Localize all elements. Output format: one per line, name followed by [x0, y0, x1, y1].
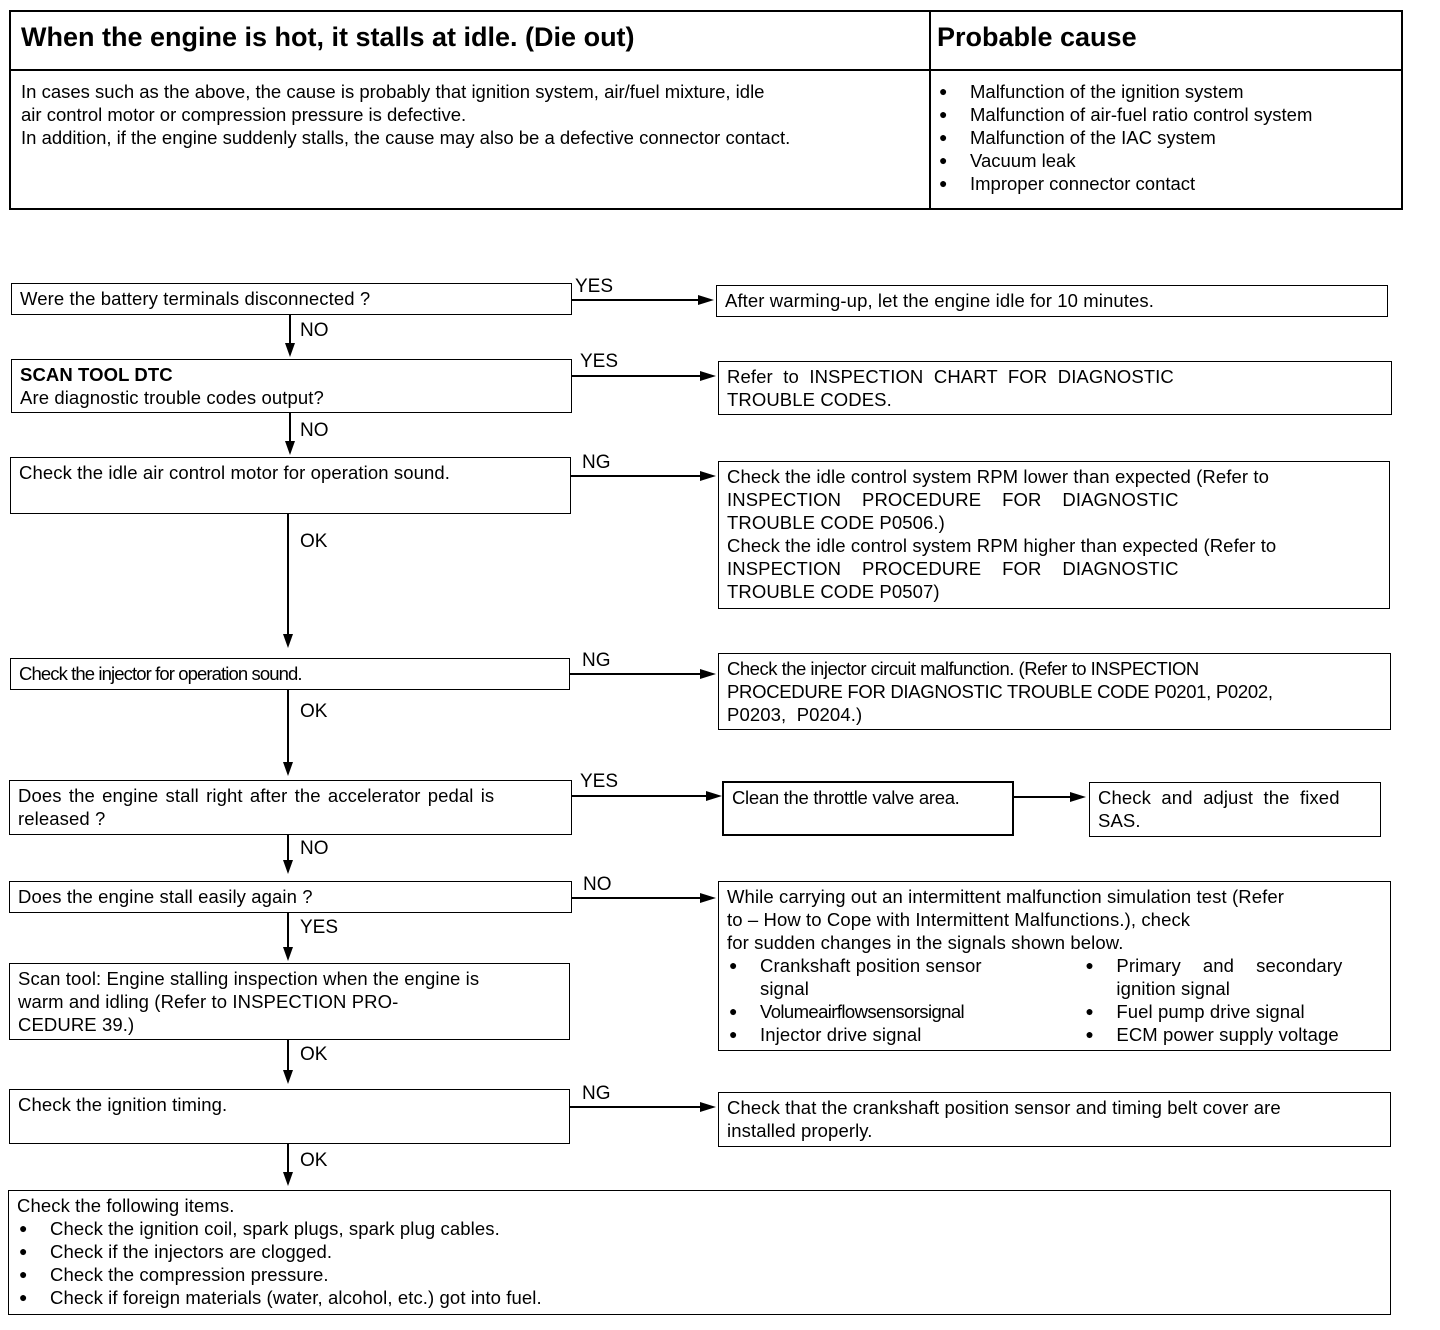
step-text: warm and idling (Refer to INSPECTION PRO- — [18, 991, 399, 1012]
arrow-down-icon — [283, 634, 293, 648]
branch-label-no: NO — [583, 874, 612, 895]
result-text: Check and adjust the fixed — [1098, 787, 1340, 808]
step-text: CEDURE 39.) — [18, 1014, 135, 1035]
arrow-down-icon — [283, 762, 293, 776]
signal-list-left — [727, 954, 1083, 1046]
step-scan-tool-stalling-inspection — [9, 963, 570, 1040]
result-warm-up-idle — [716, 285, 1388, 317]
connector-line — [572, 375, 702, 377]
arrow-down-icon — [283, 1070, 293, 1084]
step-stall-after-pedal — [9, 780, 572, 835]
result-text: INSPECTION PROCEDURE FOR DIAGNOSTIC — [727, 558, 1179, 579]
final-item: ● Check the ignition coil, spark plugs, spark plug cables. — [17, 1217, 1382, 1240]
branch-label-no: NO — [300, 420, 329, 441]
result-text: Refer to INSPECTION CHART FOR DIAGNOSTIC — [727, 366, 1174, 387]
branch-label-yes: YES — [575, 276, 614, 297]
step-text: Scan tool: Engine stalling inspection when the engine is — [18, 968, 480, 989]
branch-label-ok: OK — [300, 531, 328, 552]
result-text: After warming-up, let the engine idle for 10 minutes. — [725, 290, 1154, 311]
description-line: In cases such as the above, the cause is probably that ignition system, air/fuel mixture, idle — [21, 81, 765, 102]
result-text: Clean the throttle valve area. — [732, 787, 960, 808]
final-item: ● Check the compression pressure. — [17, 1263, 1382, 1286]
connector-line — [570, 1106, 702, 1108]
arrow-right-icon — [700, 371, 716, 381]
final-item: ● Check if foreign materials (water, alcohol, etc.) got into fuel. — [17, 1286, 1382, 1309]
branch-label-ng: NG — [582, 650, 611, 671]
result-text: P0203, P0204.) — [727, 704, 863, 725]
result-check-crankshaft-sensor — [718, 1092, 1391, 1147]
probable-cause-list — [937, 80, 1312, 195]
result-text: While carrying out an intermittent malfunction simulation test (Refer — [727, 886, 1284, 907]
signal-list-right — [1083, 954, 1382, 1046]
branch-label-ok: OK — [300, 1044, 328, 1065]
result-text: for sudden changes in the signals shown below. — [727, 932, 1124, 953]
step-text: Check the ignition timing. — [18, 1094, 228, 1115]
result-text: installed properly. — [727, 1120, 873, 1141]
signal-item: ● ECM power supply voltage — [1083, 1023, 1382, 1046]
result-idle-control-rpm — [718, 461, 1390, 609]
step-check-ignition-timing — [9, 1089, 570, 1144]
connector-line — [572, 795, 708, 797]
signal-item: ● Injector drive signal — [727, 1023, 1083, 1046]
branch-label-ng: NG — [582, 452, 611, 473]
signal-item: ● Fuel pump drive signal — [1083, 1000, 1382, 1023]
step-battery-disconnected — [11, 283, 572, 315]
result-adjust-fixed-sas — [1089, 782, 1381, 837]
connector-line — [287, 835, 289, 861]
result-text: PROCEDURE FOR DIAGNOSTIC TROUBLE CODE P0201, P0202, — [727, 681, 1273, 702]
description-line: air control motor or compression pressure is defective. — [21, 104, 467, 125]
result-text: TROUBLE CODE P0507) — [727, 581, 940, 602]
final-check-items — [8, 1190, 1391, 1315]
signal-list — [727, 954, 1382, 1046]
branch-label-ng: NG — [582, 1083, 611, 1104]
arrow-right-icon — [706, 791, 722, 801]
branch-label-yes: YES — [580, 351, 619, 372]
cause-item: ● Malfunction of the ignition system — [937, 80, 1312, 103]
arrow-down-icon — [285, 343, 295, 357]
arrow-right-icon — [700, 669, 716, 679]
arrow-right-icon — [700, 893, 716, 903]
symptom-description — [21, 80, 790, 149]
connector-line — [571, 475, 702, 477]
step-stall-easily-again — [9, 881, 572, 913]
step-text: Does the engine stall easily again ? — [18, 886, 313, 907]
result-refer-inspection-chart — [718, 361, 1392, 415]
connector-line — [287, 1040, 289, 1072]
result-text: Check the idle control system RPM higher than expected (Refer to — [727, 535, 1277, 556]
result-text: Check the injector circuit malfunction. (Refer to INSPECTION — [727, 658, 1199, 679]
branch-label-ok: OK — [300, 1150, 328, 1171]
connector-line — [572, 897, 702, 899]
arrow-down-icon — [283, 860, 293, 874]
arrow-right-icon — [698, 295, 714, 305]
result-text: Check the idle control system RPM lower than expected (Refer to — [727, 466, 1270, 487]
symptom-table — [9, 10, 1403, 210]
step-heading: SCAN TOOL DTC — [20, 364, 173, 385]
final-intro: Check the following items. — [17, 1195, 235, 1216]
probable-cause-title: Probable cause — [937, 22, 1137, 52]
result-intermittent-malfunction-test — [718, 881, 1391, 1051]
connector-line — [287, 913, 289, 949]
step-check-injector-sound — [10, 658, 570, 690]
connector-line — [287, 514, 289, 636]
arrow-right-icon — [700, 1102, 716, 1112]
step-text: Check the idle air control motor for operation sound. — [19, 462, 451, 483]
description-line: In addition, if the engine suddenly stalls, the cause may also be a defective connector contact. — [21, 127, 791, 148]
signal-item: ● Primary and secondary ignition signal — [1083, 954, 1342, 1000]
step-text: Check the injector for operation sound. — [19, 663, 302, 684]
symptom-title: When the engine is hot, it stalls at idle. (Die out) — [21, 22, 635, 52]
step-scan-tool-dtc — [11, 359, 572, 413]
result-text: to – How to Cope with Intermittent Malfunctions.), check — [727, 909, 1191, 930]
step-text: Were the battery terminals disconnected ? — [20, 288, 371, 309]
step-check-iac-motor — [10, 457, 571, 514]
arrow-down-icon — [283, 947, 293, 961]
result-text: TROUBLE CODE P0506.) — [727, 512, 945, 533]
final-item: ● Check if the injectors are clogged. — [17, 1240, 1382, 1263]
step-text: released ? — [18, 808, 106, 829]
result-injector-circuit — [718, 653, 1391, 730]
connector-line — [287, 1144, 289, 1174]
result-clean-throttle-valve — [722, 781, 1014, 836]
branch-label-no: NO — [300, 838, 329, 859]
branch-label-yes: YES — [300, 917, 339, 938]
column-divider — [929, 12, 931, 208]
connector-line — [570, 673, 702, 675]
connector-line — [572, 299, 700, 301]
connector-line — [289, 315, 291, 345]
result-text: SAS. — [1098, 810, 1141, 831]
arrow-down-icon — [285, 441, 295, 455]
result-text: INSPECTION PROCEDURE FOR DIAGNOSTIC — [727, 489, 1179, 510]
connector-line — [287, 690, 289, 764]
branch-label-ok: OK — [300, 701, 328, 722]
signal-item: ● Crankshaft position sensor signal — [727, 954, 1010, 1000]
result-text: Check that the crankshaft position sensor and timing belt cover are — [727, 1097, 1281, 1118]
step-text: Does the engine stall right after the accelerator pedal is — [18, 785, 495, 806]
connector-line — [1014, 796, 1072, 798]
arrow-right-icon — [700, 471, 716, 481]
connector-line — [289, 413, 291, 443]
branch-label-yes: YES — [580, 771, 619, 792]
cause-item: ● Improper connector contact — [937, 172, 1312, 195]
arrow-right-icon — [1070, 792, 1086, 802]
cause-item: ● Malfunction of the IAC system — [937, 126, 1312, 149]
result-text: TROUBLE CODES. — [727, 389, 892, 410]
cause-item: ● Malfunction of air-fuel ratio control system — [937, 103, 1312, 126]
signal-item: ● Volumeairflowsensorsignal — [727, 1000, 1083, 1023]
arrow-down-icon — [283, 1172, 293, 1186]
step-text: Are diagnostic trouble codes output? — [20, 387, 324, 408]
cause-item: ● Vacuum leak — [937, 149, 1312, 172]
branch-label-no: NO — [300, 320, 329, 341]
